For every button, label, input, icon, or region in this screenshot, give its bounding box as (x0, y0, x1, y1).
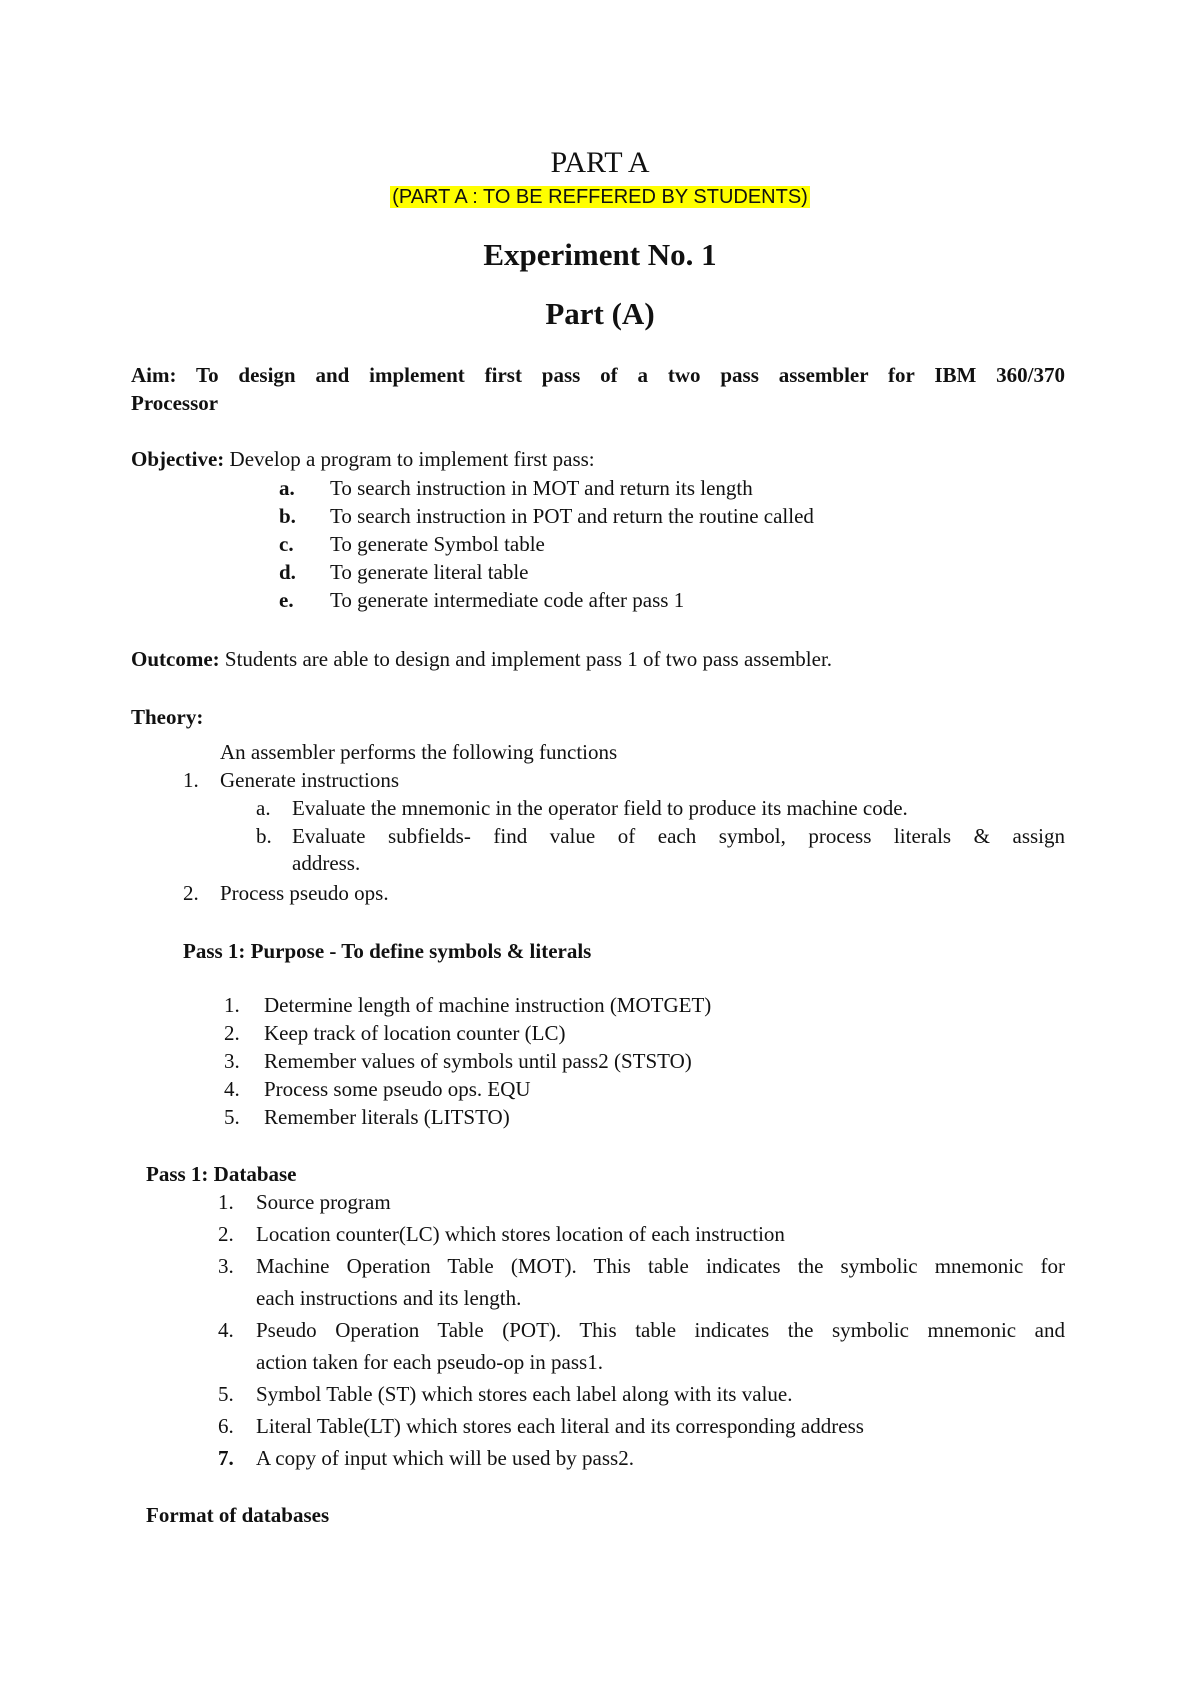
theory-item-marker: 1. (183, 768, 199, 792)
format-databases-heading: Format of databases (146, 1503, 330, 1527)
aim-text: To design and implement first pass of a two pass assembler for IBM 360/370 (195, 363, 1066, 387)
theory-item: Generate instructions (220, 768, 400, 792)
purpose-item: Remember values of symbols until pass2 (STSTO) (264, 1049, 692, 1073)
database-item: Symbol Table (ST) which stores each label along with its value. (256, 1382, 793, 1406)
database-item-marker: 5. (218, 1382, 234, 1406)
outcome-label: Outcome: (131, 647, 220, 671)
aim-label: Aim: (131, 363, 177, 387)
database-item: Pseudo Operation Table (POT). This table indicates the symbolic mnemonic and (256, 1318, 1065, 1342)
theory-label: Theory: (131, 705, 204, 729)
purpose-item-marker: 1. (224, 993, 240, 1017)
objective-item-marker: c. (279, 532, 294, 556)
purpose-item-marker: 5. (224, 1105, 240, 1129)
objective-item: To search instruction in POT and return the routine called (330, 504, 814, 528)
database-item: Literal Table(LT) which stores each literal and its corresponding address (256, 1414, 864, 1438)
objective-item: To generate literal table (330, 560, 529, 584)
purpose-item-marker: 2. (224, 1021, 240, 1045)
objective-item-marker: d. (279, 560, 296, 584)
database-item-marker: 2. (218, 1222, 234, 1246)
part-label: Part (A) (545, 296, 655, 331)
objective-item: To generate Symbol table (330, 532, 545, 556)
objective-item: To search instruction in MOT and return its length (330, 476, 753, 500)
purpose-item-marker: 3. (224, 1049, 240, 1073)
theory-subitem: Evaluate subfields- find value of each symbol, process literals & assign (292, 824, 1065, 848)
pass1-database-heading: Pass 1: Database (146, 1162, 297, 1186)
database-item-continuation: each instructions and its length. (256, 1286, 522, 1310)
database-item: Source program (256, 1190, 391, 1214)
database-item-marker: 3. (218, 1254, 234, 1278)
objective-line (131, 445, 595, 473)
database-item-marker: 6. (218, 1414, 234, 1438)
objective-text: Develop a program to implement first pass: (229, 447, 595, 471)
purpose-item: Keep track of location counter (LC) (264, 1021, 566, 1045)
theory-subitem: Evaluate the mnemonic in the operator field to produce its machine code. (292, 796, 908, 820)
outcome-line (131, 645, 832, 673)
objective-item-marker: b. (279, 504, 296, 528)
outcome-text: Students are able to design and implement pass 1 of two pass assembler. (224, 647, 833, 671)
objective-item: To generate intermediate code after pass 1 (330, 588, 685, 612)
purpose-item: Determine length of machine instruction (MOTGET) (264, 993, 712, 1017)
theory-subitem-continuation: address. (292, 851, 361, 875)
database-item: Machine Operation Table (MOT). This table indicates the symbolic mnemonic for (256, 1254, 1065, 1278)
database-item-continuation: action taken for each pseudo-op in pass1. (256, 1350, 603, 1374)
database-item-marker: 7. (218, 1446, 234, 1470)
theory-intro: An assembler performs the following functions (220, 740, 618, 764)
database-item: Location counter(LC) which stores location of each instruction (256, 1222, 785, 1246)
objective-item-marker: e. (279, 588, 294, 612)
database-item-marker: 1. (218, 1190, 234, 1214)
experiment-title: Experiment No. 1 (483, 237, 717, 272)
theory-subitem-marker: b. (256, 824, 272, 848)
objective-label: Objective: (131, 447, 225, 471)
theory-item: Process pseudo ops. (220, 881, 389, 905)
database-item: A copy of input which will be used by pass2. (256, 1446, 634, 1470)
pass1-purpose-heading: Pass 1: Purpose - To define symbols & literals (183, 939, 592, 963)
theory-subitem-marker: a. (256, 796, 271, 820)
part-title: PART A (550, 146, 650, 179)
aim-line-1 (131, 361, 1065, 389)
purpose-item-marker: 4. (224, 1077, 240, 1101)
database-item-marker: 4. (218, 1318, 234, 1342)
aim-line-2: Processor (131, 391, 219, 415)
purpose-item: Remember literals (LITSTO) (264, 1105, 510, 1129)
purpose-item: Process some pseudo ops. EQU (264, 1077, 531, 1101)
objective-item-marker: a. (279, 476, 295, 500)
theory-item-marker: 2. (183, 881, 199, 905)
part-subtitle-highlight: (PART A : TO BE REFFERED BY STUDENTS) (392, 186, 808, 208)
